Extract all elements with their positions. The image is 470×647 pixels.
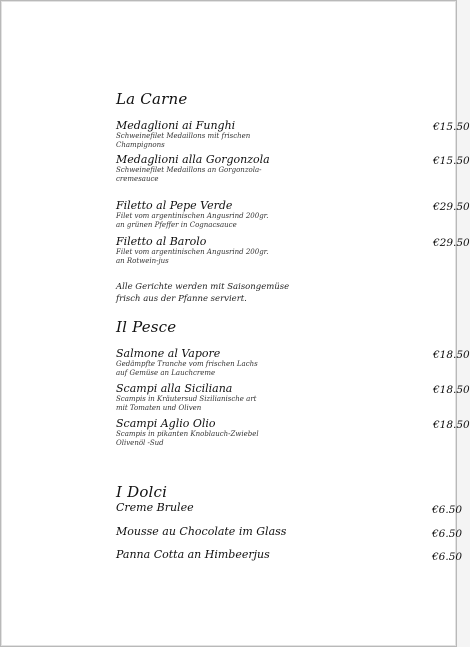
item-desc-line: mit Tomaten und Oliven xyxy=(116,404,202,412)
menu-item-salmone-al-vapore xyxy=(116,348,356,378)
serving-note xyxy=(116,281,289,305)
item-name: Panna Cotta an Himbeerjus xyxy=(116,548,270,561)
item-desc-line: Gedämpfte Tranche vom frischen Lachs xyxy=(116,360,258,368)
menu-item-filetto-al-pepe-verde xyxy=(116,200,356,230)
item-price: €18.50 xyxy=(433,419,470,431)
item-name: Mousse au Chocolate im Glass xyxy=(116,525,287,538)
note-line: Alle Gerichte werden mit Saisongemüse xyxy=(116,282,290,292)
menu-item-scampi-aglio-olio xyxy=(116,418,356,448)
item-desc-line: Champignons xyxy=(116,141,165,149)
item-desc-line: auf Gemüse an Lauchcreme xyxy=(116,369,216,377)
item-price: €6.50 xyxy=(432,528,463,540)
item-price: €29.50 xyxy=(433,201,470,213)
item-desc-line: Scampis in pikanten Knoblauch-Zwiebel xyxy=(116,430,259,438)
item-price: €18.50 xyxy=(433,384,470,396)
item-desc-line: Scampis in Kräutersud Sizilianische art xyxy=(116,395,257,403)
section-title-il-pesce: Il Pesce xyxy=(116,318,177,336)
menu-item-filetto-al-barolo xyxy=(116,236,356,266)
item-name: Salmone al Vapore xyxy=(116,347,221,360)
item-name: Creme Brulee xyxy=(116,501,194,514)
item-desc-line: Filet vom argentinischen Angusrind 200gr. xyxy=(116,212,269,220)
item-desc-line: an Rotwein-jus xyxy=(116,257,169,265)
item-desc-line: Schweinefilet Medaillons an Gorgonzola- xyxy=(116,166,262,174)
item-price: €15.50 xyxy=(433,121,470,133)
item-price: €6.50 xyxy=(432,551,463,563)
item-price: €18.50 xyxy=(433,349,470,361)
menu-item-creme-brulee xyxy=(116,502,356,514)
item-name: Filetto al Barolo xyxy=(116,235,207,248)
item-name: Scampi Aglio Olio xyxy=(116,417,216,430)
item-name: Medaglioni alla Gorgonzola xyxy=(116,153,270,166)
item-name: Medaglioni ai Funghi xyxy=(116,119,236,132)
item-desc-line: Filet vom argentinischen Angusrind 200gr. xyxy=(116,248,269,256)
menu-item-medaglioni-alla-gorgonzola xyxy=(116,154,356,184)
item-name: Filetto al Pepe Verde xyxy=(116,199,233,212)
item-price: €6.50 xyxy=(432,504,463,516)
menu-item-medaglioni-ai-funghi xyxy=(116,120,356,150)
menu-item-panna-cotta xyxy=(116,549,356,561)
item-name: Scampi alla Siciliana xyxy=(116,382,233,395)
section-title-i-dolci: I Dolci xyxy=(116,483,168,501)
menu-item-mousse-au-chocolate xyxy=(116,526,356,538)
item-price: €29.50 xyxy=(433,237,470,249)
item-desc-line: Schweinefilet Medaillons mit frischen xyxy=(116,132,251,140)
item-desc-line: an grünen Pfeffer in Cognacsauce xyxy=(116,221,237,229)
item-desc-line: Olivenöl -Sud xyxy=(116,439,164,447)
menu-item-scampi-alla-siciliana xyxy=(116,383,356,413)
item-price: €15.50 xyxy=(433,155,470,167)
section-title-la-carne: La Carne xyxy=(116,90,188,108)
note-line: frisch aus der Pfanne serviert. xyxy=(116,294,247,304)
item-desc-line: cremesauce xyxy=(116,175,159,183)
